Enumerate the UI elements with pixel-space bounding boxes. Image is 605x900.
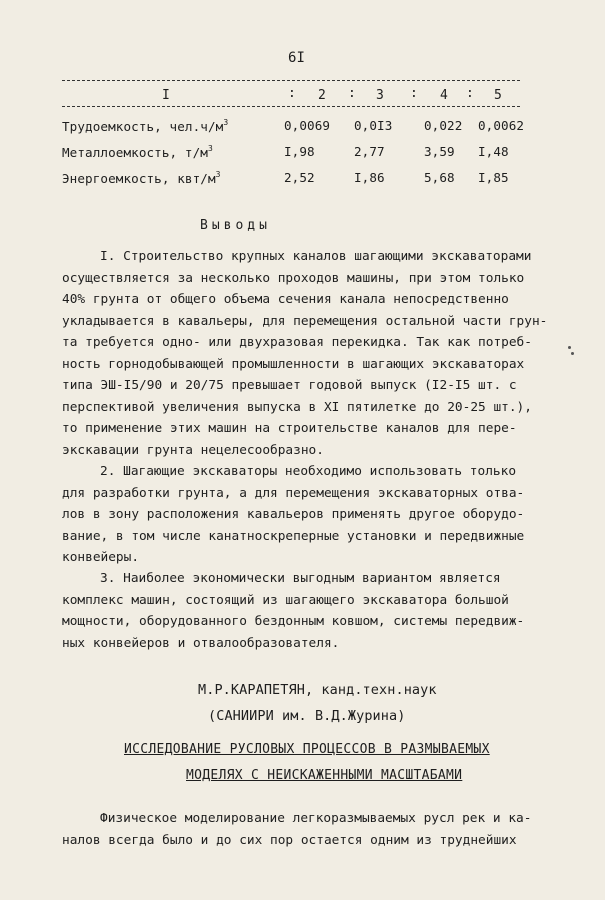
table-header-separator: :	[348, 86, 356, 101]
table-header-rule	[62, 106, 520, 107]
table-header-separator: :	[410, 86, 418, 101]
paragraph-line: I. Строительство крупных каналов шагающими экскаваторами	[100, 249, 532, 264]
paragraph-line: Физическое моделирование легкоразмываемых русл рек и ка-	[100, 811, 532, 826]
table-header-col-3: 3	[376, 88, 384, 103]
article-title-line: МОДЕЛЯХ С НЕИСКАЖЕННЫМИ МАСШТАБАМИ	[186, 768, 463, 783]
article-title-line: ИССЛЕДОВАНИЕ РУСЛОВЫХ ПРОЦЕССОВ В РАЗМЫВАЕМЫХ	[124, 742, 490, 757]
table-header-col-5: 5	[494, 88, 502, 103]
row-label: Трудоемкость, $чел.ч/м^3$	[62, 118, 229, 134]
paragraph-line: 2. Шагающие экскаваторы необходимо использовать только	[100, 464, 517, 479]
conclusion-paragraph-1	[62, 246, 547, 461]
paragraph-line: мощности, оборудованного бездонным ковшом, системы передвиж-	[62, 614, 525, 629]
affiliation-line: (САНИИРИ им. В.Д.Журина)	[208, 708, 406, 724]
paragraph-line: конвейеры.	[62, 550, 140, 565]
paragraph-line: то применение этих машин на строительстве каналов для пере-	[62, 421, 517, 436]
paragraph-line: 3. Наиболее экономически выгодным вариантом является	[100, 571, 501, 586]
table-cell: 0,0062	[478, 118, 525, 133]
table-header-separator: :	[466, 86, 474, 101]
table-header-separator: :	[288, 86, 296, 101]
paragraph-line: осуществляется за несколько проходов машины, при этом только	[62, 270, 525, 286]
table-cell: 0,0I3	[354, 118, 393, 133]
row-label: Металлоемкость, $т/м^3$	[62, 144, 213, 160]
table-top-rule	[62, 80, 520, 81]
table-cell: I,98	[284, 144, 315, 159]
paragraph-line: типа ЭШ-I5/90 и 20/75 превышает годовой выпуск (I2-I5 шт. с	[62, 378, 517, 393]
paragraph-line: для разработки грунта, а для перемещения экскаваторных отва-	[62, 485, 525, 501]
table-header-col-2: 2	[318, 88, 326, 103]
table-cell: I,86	[354, 170, 385, 185]
table-cell: 5,68	[424, 170, 455, 185]
paragraph-line: лов в зону расположения кавальеров применять другое оборудо-	[62, 507, 525, 522]
paragraph-line: ность горнодобывающей промышленности в шагающих экскаваторах	[62, 356, 525, 372]
row-label: Энергоемкость, квт/$м^3$	[62, 170, 221, 186]
paragraph-line: комплекс машин, состоящий из шагающего экскаватора большой	[62, 592, 509, 608]
paragraph-line: перспективой увеличения выпуска в XI пятилетке до 20-25 шт.),	[62, 399, 532, 415]
conclusions-heading: Выводы	[200, 218, 271, 233]
page-number: 6I	[288, 50, 306, 66]
table-header-col-4: 4	[440, 88, 448, 103]
conclusion-paragraph-3	[62, 568, 524, 654]
table-cell: 3,59	[424, 144, 455, 159]
paragraph-line: экскавации грунта нецелесообразно.	[62, 442, 324, 458]
article-body	[62, 808, 531, 851]
table-cell: 0,0069	[284, 118, 331, 133]
conclusion-paragraph-2	[62, 461, 524, 569]
paragraph-line: та требуется одно- или двухразовая перекидка. Так как потреб-	[62, 335, 532, 350]
paragraph-line: ных конвейеров и отвалообразователя.	[62, 635, 340, 651]
table-cell: 0,022	[424, 118, 463, 133]
paragraph-line: 40% грунта от общего объема сечения канала непосредственно	[62, 292, 509, 307]
table-header-col-1: I	[162, 88, 170, 103]
table-cell: I,85	[478, 170, 509, 185]
paragraph-line: вание, в том числе канатноскреперные установки и передвижные	[62, 528, 525, 544]
table-cell: I,48	[478, 144, 509, 159]
scan-speck	[568, 346, 571, 349]
paragraph-line: налов всегда было и до сих пор остается одним из труднейших	[62, 832, 517, 848]
table-cell: 2,77	[354, 144, 385, 159]
table-cell: 2,52	[284, 170, 315, 185]
paragraph-line: укладывается в кавальеры, для перемещения остальной части грун-	[62, 313, 548, 329]
scan-speck	[571, 352, 574, 355]
author-line: М.Р.КАРАПЕТЯН, канд.техн.наук	[198, 682, 437, 698]
